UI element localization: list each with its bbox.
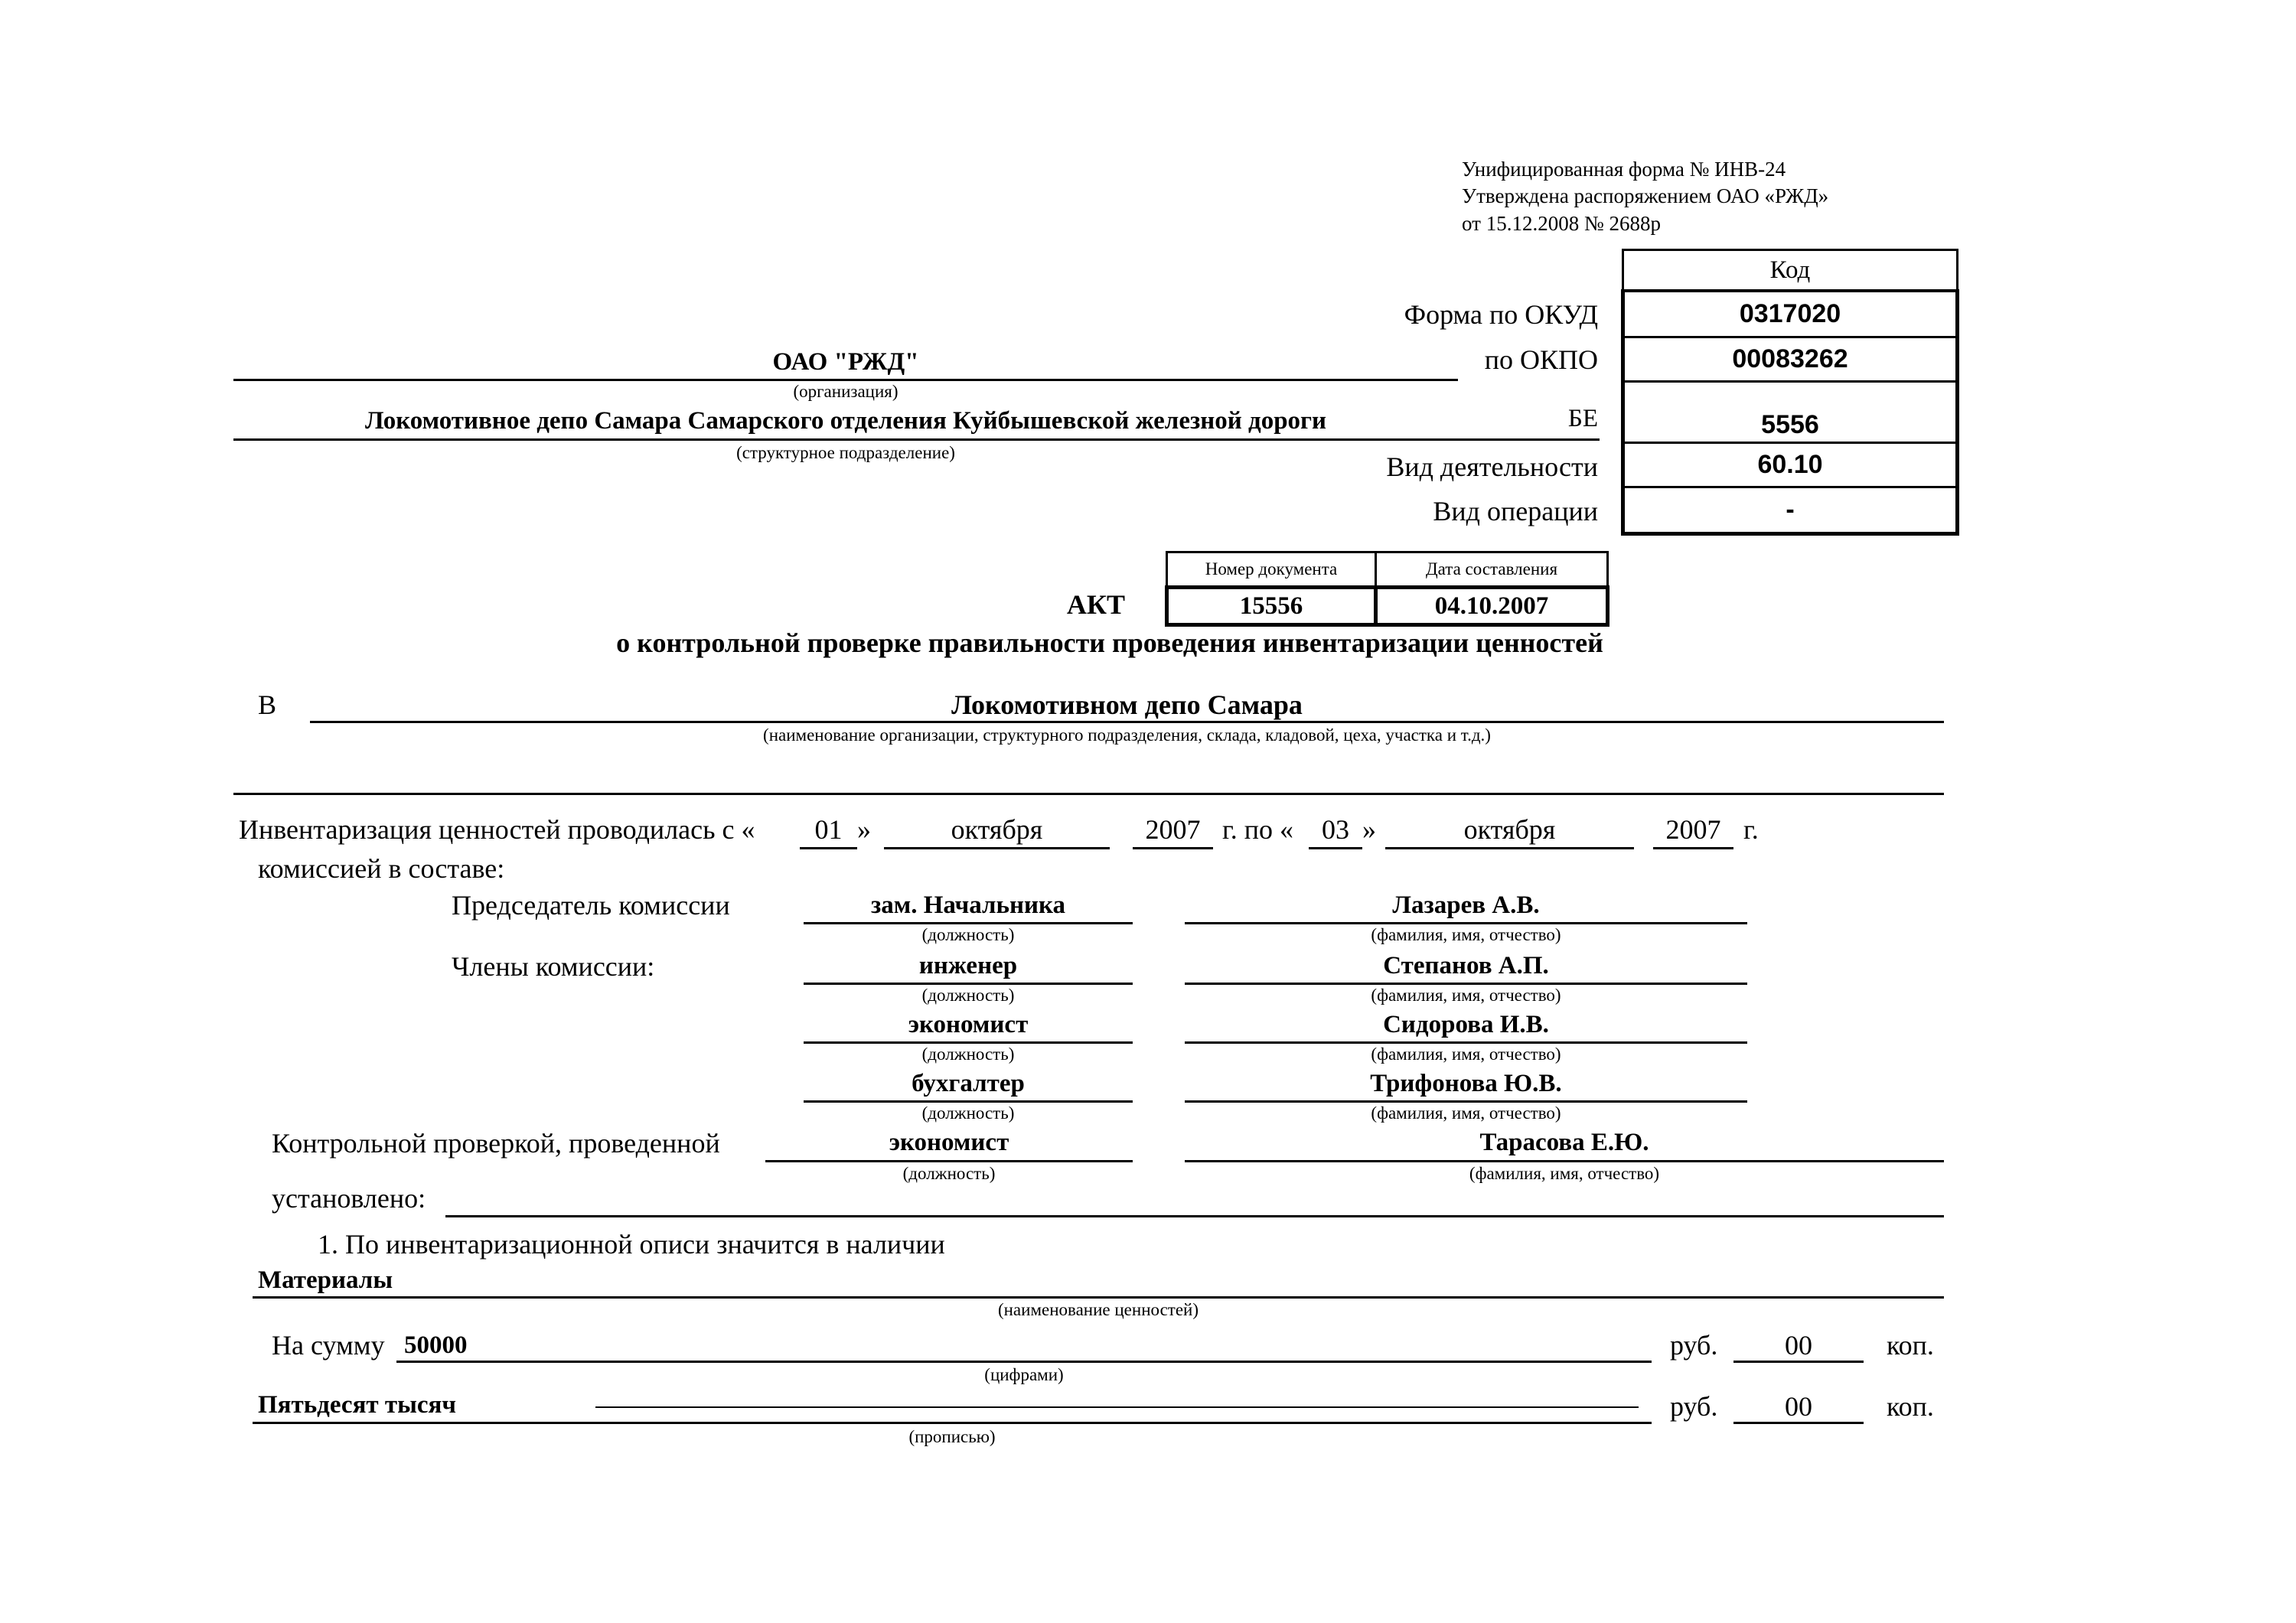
from-month: октября — [951, 814, 1043, 845]
form-title: Унифицированная форма № ИНВ-24 — [1462, 158, 1786, 181]
codes-header: Код — [1623, 250, 1958, 292]
kop-line-2 — [1733, 1422, 1864, 1424]
activity-code: 60.10 — [1623, 443, 1958, 487]
member-position-line — [804, 1041, 1133, 1044]
form-approval: Утверждена распоряжением ОАО «РЖД» — [1462, 184, 1829, 207]
location-value: Локомотивном депо Самара — [951, 689, 1303, 720]
from-year-line — [1133, 847, 1213, 849]
members-label: Члены комиссии: — [452, 951, 655, 982]
member-name: Степанов А.П. — [1383, 952, 1549, 979]
to-month: октября — [1463, 814, 1556, 845]
to-day-line — [1309, 847, 1362, 849]
chairman-position: зам. Начальника — [871, 891, 1065, 919]
member-name-caption: (фамилия, имя, отчество) — [1371, 1103, 1561, 1123]
member-name-caption: (фамилия, имя, отчество) — [1371, 986, 1561, 1005]
chairman-name: Лазарев А.В. — [1392, 891, 1540, 919]
item1-text: 1. По инвентаризационной описи значится в наличии — [318, 1229, 945, 1260]
member-name: Сидорова И.В. — [1383, 1011, 1549, 1038]
member-name-line — [1185, 1041, 1747, 1044]
document-number-table — [1165, 551, 1609, 627]
division-caption: (структурное подразделение) — [736, 443, 955, 462]
period-g: г. — [1743, 814, 1759, 845]
location-caption: (наименование организации, структурного подразделения, склада, кладовой, цеха, участка и т.д.) — [763, 725, 1491, 745]
okpo-label: по ОКПО — [1484, 344, 1598, 375]
chairman-name-caption: (фамилия, имя, отчество) — [1371, 925, 1561, 944]
kop-line — [1733, 1361, 1864, 1363]
member-position-line — [804, 983, 1133, 985]
sum-words-line — [253, 1422, 1652, 1424]
codes-table — [1621, 249, 1959, 536]
chairman-position-line — [804, 922, 1133, 924]
organization-line — [233, 379, 1458, 381]
member-position: инженер — [918, 952, 1018, 979]
to-month-line — [1385, 847, 1634, 849]
operation-code: - — [1623, 487, 1958, 534]
organization-caption: (организация) — [793, 382, 899, 401]
doc-number: 15556 — [1167, 588, 1376, 625]
sum-digits: 50000 — [404, 1331, 468, 1359]
member-name-line — [1185, 1100, 1747, 1103]
division-line — [233, 438, 1600, 441]
control-label: Контрольной проверкой, проведенной — [272, 1128, 720, 1159]
act-subtitle: о контрольной проверке правильности проведения инвентаризации ценностей — [616, 627, 1603, 658]
sum-label: На сумму — [272, 1330, 385, 1361]
control-position-caption: (должность) — [902, 1164, 996, 1183]
digits-caption: (цифрами) — [984, 1365, 1064, 1384]
sum-digits-line — [396, 1361, 1652, 1363]
value-name-caption: (наименование ценностей) — [997, 1300, 1199, 1319]
form-approval-date: от 15.12.2008 № 2688р — [1462, 212, 1661, 235]
to-year-line — [1653, 847, 1733, 849]
act-title: АКТ — [1066, 589, 1125, 620]
okpo-code: 00083262 — [1623, 337, 1958, 382]
location-line — [310, 721, 1944, 723]
established-label: установлено: — [272, 1183, 426, 1214]
sum-words-upper-line — [595, 1406, 1639, 1408]
member-position-line — [804, 1100, 1133, 1103]
words-caption: (прописью) — [908, 1427, 996, 1446]
member-position: бухгалтер — [912, 1070, 1025, 1097]
location-extra-line — [233, 793, 1944, 795]
division-name: Локомотивное депо Самара Самарского отделения Куйбышевской железной дороги — [364, 407, 1327, 435]
kop-label: коп. — [1887, 1330, 1934, 1361]
location-prefix: В — [258, 689, 277, 720]
activity-label: Вид деятельности — [1386, 451, 1598, 482]
control-name: Тарасова Е.Ю. — [1479, 1129, 1649, 1156]
control-name-line — [1185, 1160, 1944, 1162]
member-name-caption: (фамилия, имя, отчество) — [1371, 1045, 1561, 1064]
doc-number-header: Номер документа — [1167, 552, 1376, 588]
member-position-caption: (должность) — [921, 1045, 1015, 1064]
member-name-line — [1185, 983, 1747, 985]
kop-value-2: 00 — [1785, 1391, 1812, 1422]
to-year: 2007 — [1665, 814, 1721, 845]
from-quote-close: » — [857, 814, 871, 845]
member-position-caption: (должность) — [921, 1103, 1015, 1123]
organization-name: ОАО "РЖД" — [772, 348, 919, 376]
to-day: 03 — [1322, 814, 1349, 845]
be-code: 5556 — [1623, 382, 1958, 443]
doc-date: 04.10.2007 — [1376, 588, 1608, 625]
rub-label-2: руб. — [1670, 1391, 1718, 1422]
chairman-position-caption: (должность) — [921, 925, 1015, 944]
control-name-caption: (фамилия, имя, отчество) — [1469, 1164, 1660, 1183]
from-day-line — [800, 847, 857, 849]
from-month-line — [884, 847, 1110, 849]
okud-code: 0317020 — [1623, 291, 1958, 337]
chairman-name-line — [1185, 922, 1747, 924]
kop-value: 00 — [1785, 1330, 1812, 1361]
from-year: 2007 — [1145, 814, 1201, 845]
operation-label: Вид операции — [1433, 496, 1598, 526]
period-prefix: Инвентаризация ценностей проводилась с « — [239, 814, 755, 845]
to-quote-close: » — [1362, 814, 1376, 845]
member-position: экономист — [908, 1011, 1029, 1038]
value-name-line — [253, 1296, 1944, 1299]
chairman-label: Председатель комиссии — [452, 890, 730, 921]
member-name: Трифонова Ю.В. — [1370, 1070, 1562, 1097]
from-day: 01 — [814, 814, 843, 845]
rub-label: руб. — [1670, 1330, 1718, 1361]
period-g-po: г. по « — [1222, 814, 1293, 845]
be-label: БЕ — [1567, 405, 1598, 432]
okud-label: Форма по ОКУД — [1404, 299, 1598, 330]
control-position: экономист — [889, 1129, 1009, 1156]
doc-date-header: Дата составления — [1376, 552, 1608, 588]
kop-label-2: коп. — [1887, 1391, 1934, 1422]
control-position-line — [765, 1160, 1133, 1162]
commission-label: комиссией в составе: — [258, 853, 505, 884]
value-name: Материалы — [258, 1266, 393, 1294]
sum-words: Пятьдесят тысяч — [258, 1391, 456, 1419]
established-line — [445, 1215, 1944, 1217]
member-position-caption: (должность) — [921, 986, 1015, 1005]
